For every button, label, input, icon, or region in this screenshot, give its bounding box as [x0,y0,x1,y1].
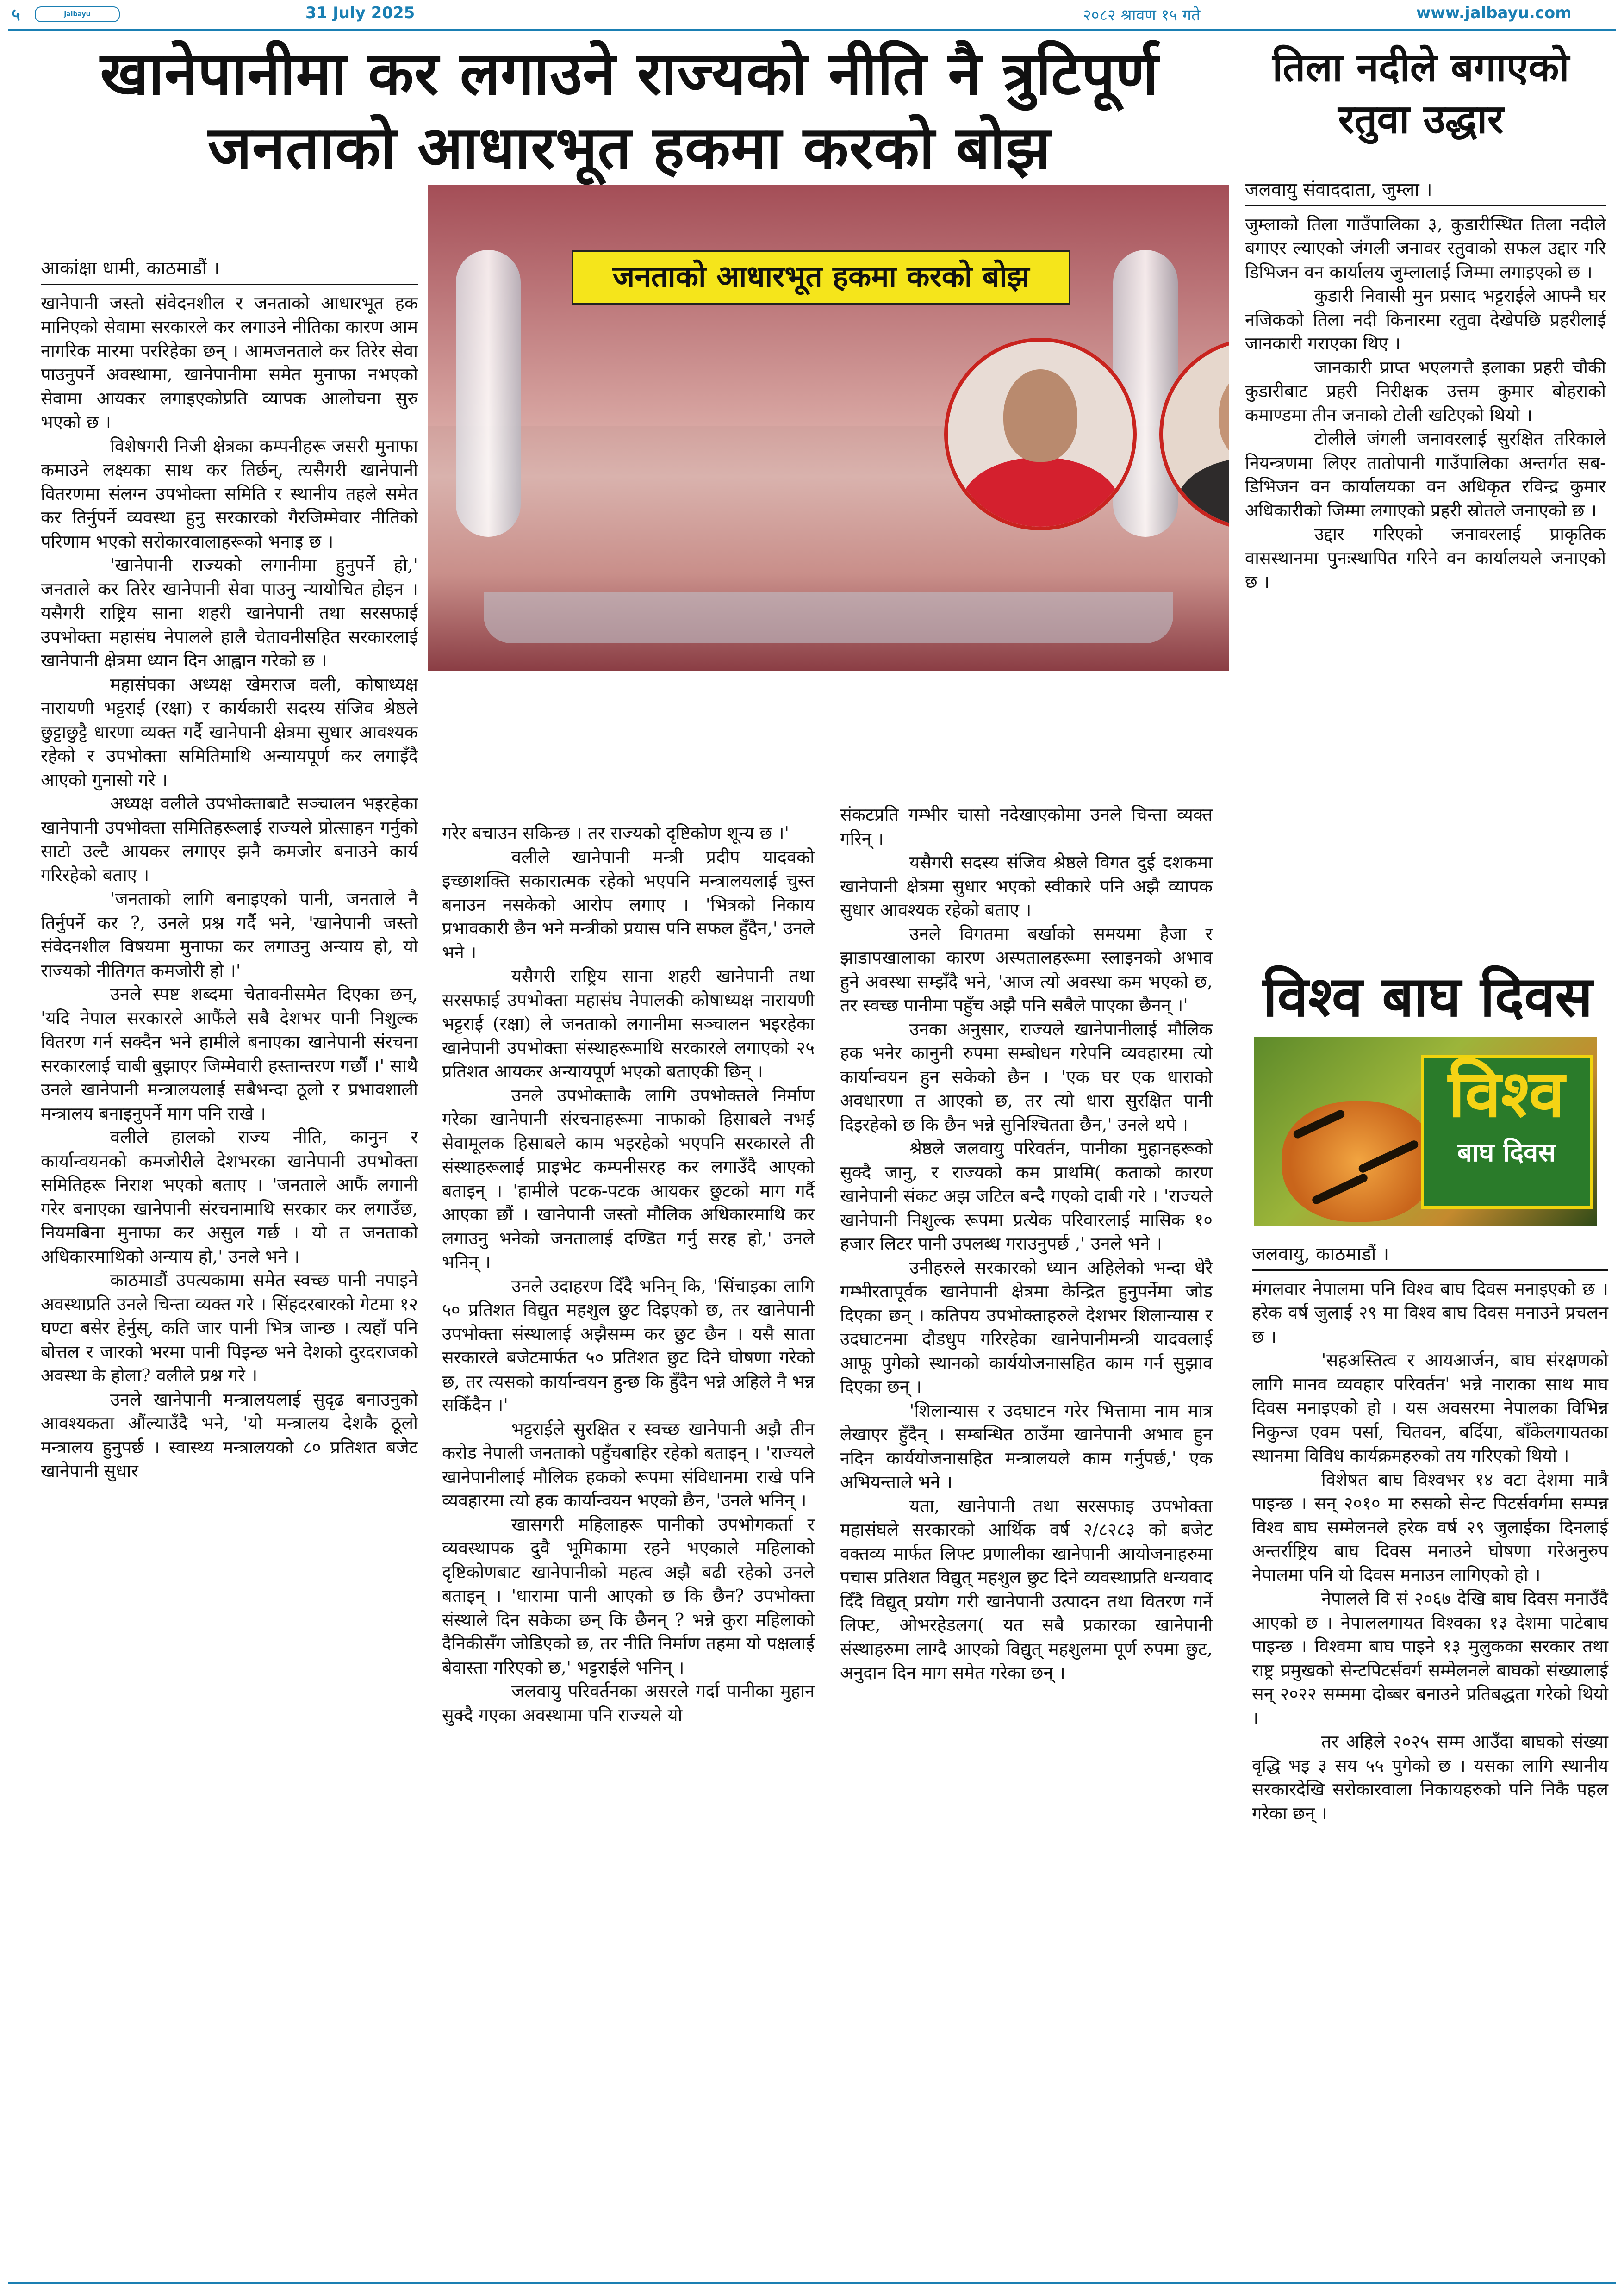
website-link[interactable]: www.jalbayu.com [1416,4,1572,22]
paragraph: यसैगरी सदस्य संजिव श्रेष्ठले विगत दुई दशकमा खानेपानी क्षेत्रमा सुधार भएको स्वीकारे पनि अझै व्यापक सुधार आवश्यक रहेको बताए । [840,852,1213,920]
photo-banner: जनताको आधारभूत हकमा करको बोझ [572,250,1070,305]
basin-graphic [484,592,1173,643]
paragraph: उद्दार गरिएको जनावरलाई प्राकृतिक वासस्थानमा पुनःस्थापित गरिने वन कार्यालयले जनाएको छ । [1245,524,1606,592]
tiger-article [1252,1243,1608,1825]
main-headline-line1: खानेपानीमा कर लगाउने राज्यको नीति नै त्रुटिपूर्ण [100,39,1159,108]
paragraph: उनले खानेपानी मन्त्रालयलाई सुदृढ बनाउनुको आवश्यकता औंल्याउँदै भने, 'यो मन्त्रालय देशकै ठूलो मन्त्रालय हुनुपर्छ । स्वास्थ्य मन्त्रालयको ८० प्रतिशत बजेट खानेपानी सुधार [41,1389,418,1481]
masthead-logo: jalbayu [35,6,120,22]
paragraph: यसैगरी राष्ट्रिय साना शहरी खानेपानी तथा सरसफाई उपभोक्ता महासंघ नेपालकी कोषाध्यक्ष नारायणी भट्टराई (रक्षा) ले जनताको लगानीमा सञ्चालन भइरहेका खानेपानी उपभोक्ता संस्थाहरूमाथि सरकारले लगाएको २५ प्रतिशत आयकर अन्यायपूर्ण भएको बताएकी छिन् । [442,966,815,1082]
main-article-column-1 [41,257,418,1483]
paragraph: 'खानेपानी राज्यको लगानीमा हुनुपर्ने हो,' जनताले कर तिरेर खानेपानी सेवा पाउनु न्यायोचित होइन । यसैगरी राष्ट्रिय साना शहरी खानेपानी तथा सरसफाई उपभोक्ता महासंघ नेपालले हालै चेतावनीसहित सरकारलाई खानेपानी क्षेत्रमा ध्यान दिन आह्वान गरेको छ । [41,555,418,671]
paragraph: 'सहअस्तित्व र आयआर्जन, बाघ संरक्षणको लागि मानव व्यवहार परिवर्तन' भन्ने नाराका साथ माघ दिवस मनाइएको हो । यस अवसरमा नेपालका विभिन्न निकुन्ज एवम पर्सा, चितवन, बर्दिया, बाँकेलगायतका स्थानमा विविध कार्यक्रमहरुको तय गरिएको थियो । [1252,1350,1608,1466]
portrait-woman [944,338,1137,530]
paragraph: काठमाडौं उपत्यकामा समेत स्वच्छ पानी नपाइने अवस्थाप्रति उनले चिन्ता व्यक्त गरे । सिंहदरबारको गेटमा १२ घण्टा बसेर हेर्नुस्, कति जार पानी भित्र जान्छ । त्यहाँ पनि बोत्तल र जारको भरमा पानी पिइन्छ भने देशको दुरदराजको अवस्था के होला? वलीले प्रश्न गरे । [41,1270,418,1386]
paragraph: उनका अनुसार, राज्यले खानेपानीलाई मौलिक हक भनेर कानुनी रुपमा सम्बोधन गरेपनि व्यवहारमा त्यो कार्यान्वयन हुन सकेको छैन । 'एक घर एक धाराको अवधारणा त आएको छ, तर त्यो धारा सुरक्षित पानी दिइरहेको छ कि छैन भन्ने सुनिश्चितता छैन,' उनले थपे । [840,1019,1213,1135]
paragraph: उनीहरुले सरकारको ध्यान अहिलेको भन्दा धेरै गम्भीरतापूर्वक खानेपानी क्षेत्रमा केन्द्रित हुनुपर्नेमा जोड दिएका छन् । कतिपय उपभोक्ताहरुले देशभर शिलान्यास र उदघाटनमा दौडधुप गरिरहेका खानेपानीमन्त्री यादवलाई आफू पुगेको स्थानको कार्ययोजनासहित काम गर्न सुझाव दिएका छन् । [840,1257,1213,1397]
paragraph: वलीले हालको राज्य नीति, कानुन र कार्यान्वयनको कमजोरीले देशभरका खानेपानी उपभोक्ता समितिहरू निराश भएको बताए । 'जनताले आफैं लगानी गरेर बनाएका खानेपानी संरचनामाथि सरकार कर लगाउँछ, नियमबिना मुनाफा कर असुल गर्छ । यो त जनताको अधिकारमाथिको अन्याय हो,' उनले भने । [41,1127,418,1267]
paragraph: जानकारी प्राप्त भएलगत्तै इलाका प्रहरी चौकी कुडारीबाट प्रहरी निरीक्षक उत्तम कुमार बोहराको कमाण्डमा तीन जनाको टोली खटिएको थियो । [1245,357,1606,425]
date-nepali: २०८२ श्रावण १५ गते [1083,6,1201,25]
paragraph: श्रेष्ठले जलवायु परिवर्तन, पानीका मुहानहरूको सुक्दै जानु, र राज्यको कम प्राथमि( कताको कारण खानेपानी संकट अझ जटिल बन्दै गएको दाबी गरे । 'राज्यले खानेपानी निशुल्क रूपमा प्रत्येक परिवारलाई मासिक १० हजार लिटर पानी उपलब्ध गराउनुपर्छ ,' उनले भने । [840,1138,1213,1254]
paragraph: संकटप्रति गम्भीर चासो नदेखाएकोमा उनले चिन्ता व्यक्त गरिन् । [840,804,1213,849]
main-headline-line2: जनताको आधारभूत हकमा करको बोझ [208,113,1051,182]
faucet-left-graphic [456,250,521,537]
main-article-column-3 [840,803,1213,1685]
paragraph: नेपालले वि सं २०६७ देखि बाघ दिवस मनाउँदै आएको छ । नेपाललगायत विश्वका १३ देशमा पाटेबाघ पाइन्छ । विश्वमा बाघ पाइने १३ मुलुकका सरकार तथा राष्ट्र प्रमुखको सेन्टपिटर्सवर्ग सम्मेलनले बाघको संख्यालाई सन् २०२२ सम्ममा दोब्बर बनाउने प्रतिबद्धता गरेको थियो । [1252,1588,1608,1728]
main-article-photo [428,185,1229,671]
paragraph: कुडारी निवासी मुन प्रसाद भट्टराईले आफ्नै घर नजिकको तिला नदी किनारमा रतुवा देखेपछि प्रहरीलाई जानकारी गराएका थिए । [1245,286,1606,354]
page-header [0,0,1624,28]
main-headline [28,37,1231,185]
paragraph: खानेपानी जस्तो संवेदनशील र जनताको आधारभूत हक मानिएको सेवामा सरकारले कर लगाउने नीतिका कारण आम नागरिक मारमा पररिहेका छन् । आमजनताले कर तिरेर सेवा पाउनुपर्ने अवस्थामा, खानेपानीमा समेत मुनाफा नभएको सेवामा आयकर लगाइएकोप्रति व्यापक आलोचना सुरु भएको छ । [41,292,418,432]
tiger-byline: जलवायु, काठमाडौं । [1252,1243,1608,1271]
paragraph: जलवायु परिवर्तनका असरले गर्दा पानीका मुहान सुक्दै गएका अवस्थामा पनि राज्यले यो [442,1681,815,1725]
paragraph: अध्यक्ष वलीले उपभोक्ताबाटै सञ्चालन भइरहेका खानेपानी उपभोक्ता समितिहरूलाई राज्यले प्रोत्साहन गर्नुको साटो उल्टै आयकर लगाएर झनै कमजोर बनाउने कार्य गरिरहेको बताए । [41,793,418,885]
paragraph: उनले उदाहरण दिँदै भनिन् कि, 'सिंचाइका लागि ५० प्रतिशत विद्युत महशुल छुट दिइएको छ, तर खानेपानी उपभोक्ता संस्थालाई अझैसम्म कर छुट छैन । यसै साता सरकारले बजेटमार्फत ५० प्रतिशत छुट दिने घोषणा गरेको छ, तर त्यसको कार्यान्वयन हुन्छ कि हुँदैन भन्ने अहिले नै भन्न सकिँदैन ।' [442,1276,815,1415]
header-rule [8,29,1616,31]
paragraph: विशेषत बाघ विश्वभर १४ वटा देशमा मात्रै पाइन्छ । सन् २०१० मा रुसको सेन्ट पिटर्सवर्गमा सम्पन्न विश्व बाघ सम्मेलनले हरेक वर्ष २९ जुलाईका दिनलाई अन्तर्राष्ट्रिय बाघ दिवस मनाउने घोषणा गरेअनुरुप नेपालमा पनि यो दिवस मनाउन लागिएको हो । [1252,1469,1608,1585]
paragraph: मंगलवार नेपालमा पनि विश्व बाघ दिवस मनाइएको छ । हरेक वर्ष जुलाई २९ मा विश्व बाघ दिवस मनाउने प्रचलन छ । [1252,1278,1608,1347]
paragraph: यता, खानेपानी तथा सरसफाइ उपभोक्ता महासंघले सरकारको आर्थिक वर्ष २/८२८३ को बजेट वक्तव्य मार्फत लिफ्ट प्रणालीका खानेपानी आयोजनाहरुमा पचास प्रतिशत विद्युत् महशुल छुट दिने व्यवस्थाप्रति धन्यवाद दिँदै विद्युत् प्रयोग गरी खानेपानी उत्पादन तथा वितरण गर्ने लिफ्ट, ओभरहेडलग( यत सबै प्रकारका खानेपानी संस्थाहरुमा लाग्दै आएको विद्युत् महशुलमा पूर्ण रुपमा छुट, अनुदान दिन माग समेत गरेका छन् । [840,1495,1213,1683]
tiger-headline: विश्व बाघ दिवस [1263,965,1593,1029]
paragraph: तर अहिले २०२५ सम्म आउँदा बाघको संख्या वृद्धि भइ ३ सय ५५ पुगेको छ । यसका लागि स्थानीय सरकारदेखि सरोकारवाला निकायहरुको पनि निकै पहल गरेका छन् । [1252,1731,1608,1823]
paragraph: गरेर बचाउन सकिन्छ । तर राज्यको दृष्टिकोण शून्य छ ।' [442,823,790,843]
paragraph: जुम्लाको तिला गाउँपालिका ३, कुडारीस्थित तिला नदीले बगाएर ल्याएको जंगली जनावर रतुवाको सफल उद्दार गरि डिभिजन वन कार्यालय जुम्लालाई जिम्मा लगाइएको छ । [1245,214,1606,282]
paragraph: खासगरी महिलाहरू पानीको उपभोगकर्ता र व्यवस्थापक दुवै भूमिकामा रहने भएकाले महिलाको दृष्टिकोणबाट खानेपानीको महत्व अझै बढी रहेको उनले बताइन् । 'धारामा पानी आएको छ कि छैन? उपभोक्ता संस्थाले दिन सकेका छन् कि छैनन् ? भन्ने कुरा महिलाको दैनिकीसँग जोडिएको छ, तर नीति निर्माण तहमा यो पक्षलाई बेवास्ता गरिएको छ,' भट्टराईले भनिन् । [442,1514,815,1678]
date-english: 31 July 2025 [305,4,415,22]
paragraph: 'शिलान्यास र उदघाटन गरेर भित्तामा नाम मात्र लेखाएर हुँदैन् । सम्बन्धित ठाउँमा खानेपानी अभाव हुन नदिन कार्ययोजनासहित मन्त्रालयले काम गर्नुपर्छ,' एक अभियन्ताले भने । [840,1400,1213,1492]
footer-rule [8,2282,1616,2284]
tiger-day-badge-title: विश्व [1448,1057,1565,1132]
portrait-man-center [1159,338,1229,530]
paragraph: उनले स्पष्ट शब्दमा चेतावनीसमेत दिएका छन्, 'यदि नेपाल सरकारले आफैंले सबै देशभर पानी निशुल्क वितरण गर्न सक्दैन भने हामीले बनाएका खानेपानी संरचना सरकारलाई चाबी बुझाएर जिम्मेवारी हस्तान्तरण गर्छौं ।' साथै उनले खानेपानी मन्त्रालयलाई सबैभन्दा ठूलो र प्रभावशाली मन्त्रालय बनाइनुपर्ने माग पनि राखे । [41,984,418,1124]
side-article [1245,178,1606,594]
main-article-column-2 [442,821,815,1727]
paragraph: 'जनताको लागि बनाइएको पानी, जनताले नै तिर्नुपर्ने कर ?, उनले प्रश्न गर्दै भने, 'खानेपानी जस्तो संवेदनशील विषयमा मुनाफा कर लगाउनु अन्याय हो, यो राज्यको नीतिगत कमजोरी हो ।' [41,889,418,981]
main-byline: आकांक्षा धामी, काठमाडौं । [41,257,418,285]
paragraph: वलीले खानेपानी मन्त्री प्रदीप यादवको इच्छाशक्ति सकारात्मक रहेको भएपनि मन्त्रालयलाई चुस्त बनाउन नसकेको आरोप लगाए । 'भित्रको निकाय प्रभावकारी छैन भने मन्त्रीको प्रयास पनि सफल हुँदैन,' उनले भने । [442,846,815,963]
tiger-day-badge-subtitle: बाघ दिवस [1457,1138,1556,1168]
paragraph: उनले विगतमा बर्खाको समयमा हैजा र झाडापखालाका कारण अस्पतालहरूमा स्लाइनको अभाव हुने अवस्था सम्झँदै भने, 'आज त्यो अवस्था कम भएको छ, तर स्वच्छ पानीमा पहुँच अझै पनि सबैले पाएका छैनन् ।' [840,923,1213,1015]
paragraph: महासंघका अध्यक्ष खेमराज वली, कोषाध्यक्ष नारायणी भट्टराई (रक्षा) र कार्यकारी सदस्य संजिव श्रेष्ठले छुट्टाछुट्टै धारणा व्यक्त गर्दै खानेपानी क्षेत्रमा सुधार आवश्यक रहेको र उपभोक्ता समितिमाथि अन्यायपूर्ण कर लगाइँदै आएको गुनासो गरे । [41,674,418,790]
paragraph: विशेषगरी निजी क्षेत्रका कम्पनीहरू जसरी मुनाफा कमाउने लक्ष्यका साथ कर तिर्छन्, त्यसैगरी खानेपानी वितरणमा संलग्न उपभोक्ता समिति र स्थानीय तहले समेत कर तिर्नुपर्ने व्यवस्था हुनु सरकारको गैरजिम्मेवार नीतिको परिणाम भएको सरोकारवालाहरूको भनाइ छ । [41,436,418,552]
paragraph: उनले उपभोक्ताकै लागि उपभोक्तले निर्माण गरेका खानेपानी संरचनाहरूमा नाफाको हिसाबले नभई सेवामूलक हिसाबले काम भइरहेको भएपनि सरकारले ती संस्थाहरूलाई प्राइभेट कम्पनीसरह कर लगाउँदै आएको बताइन् । 'हामीले पटक-पटक आयकर छुटको माग गर्दै आएका छौं । खानेपानी जस्तो मौलिक अधिकारमाथि कर लगाउनु भनेको जनतालाई दण्डित गर्नु सरह हो,' उनले भनिन् । [442,1085,815,1272]
paragraph: भट्टराईले सुरक्षित र स्वच्छ खानेपानी अझै तीन करोड नेपाली जनताको पहुँचबाहिर रहेको बताइन् । 'राज्यले खानेपानीलाई मौलिक हकको रूपमा संविधानमा राखे पनि व्यवहारमा त्यो हक कार्यान्वयन भएको छैन, 'उनले भनिन् । [442,1419,815,1511]
tiger-day-image [1254,1037,1597,1226]
page-number: ५ [12,6,20,25]
paragraph: टोलीले जंगली जनावरलाई सुरक्षित तरिकाले नियन्त्रणमा लिएर तातोपानी गाउँपालिका अन्तर्गत सब-डिभिजन वन कार्यालयका वन अधिकृत रविन्द्र कुमार अधिकारीको जिम्मा लगाएको प्रहरी स्रोतले जनाएको छ । [1245,429,1606,521]
side-byline: जलवायु संवाददाता, जुम्ला । [1245,178,1606,206]
side-headline: तिला नदीले बगाएको रतुवा उद्धार [1272,44,1569,143]
tiger-graphic [1282,1101,1435,1222]
